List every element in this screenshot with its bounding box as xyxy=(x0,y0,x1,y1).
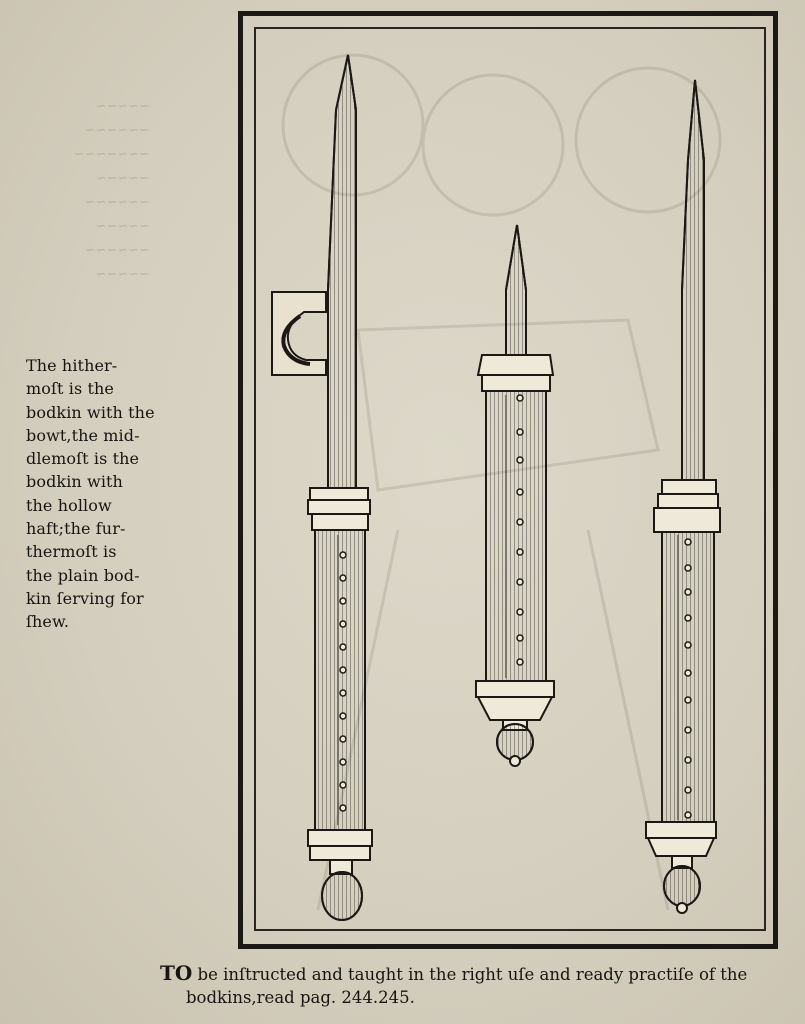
caption-line-2: bodkins,read pag. 244.245. xyxy=(186,988,415,1007)
caption-line-1 xyxy=(160,962,800,986)
bodkin-with-hollow-haft xyxy=(476,225,554,766)
caption-line-1-text: be inſtructed and taught in the right uſe and ready practiſe of the xyxy=(192,965,748,984)
show-through-text: ~~~~~ ~~~~~~ ~~~~~~~ ~~~~~ ~~~~~~ ~~~~~ ~~~~~~ ~~~~~ xyxy=(73,99,150,282)
bodkin-with-bowt xyxy=(272,55,372,920)
margin-note: The hither- moſt is the bodkin with the bowt,the mid- dlemoſt is the bodkin with the hollow haft;the fur- thermoſt is the plain bod- kin ſerving for ſhew. xyxy=(26,356,155,632)
bodkins-illustration xyxy=(258,30,763,928)
caption-dropcap: TO xyxy=(160,961,193,985)
caption xyxy=(160,962,800,1009)
plain-bodkin xyxy=(646,80,720,913)
